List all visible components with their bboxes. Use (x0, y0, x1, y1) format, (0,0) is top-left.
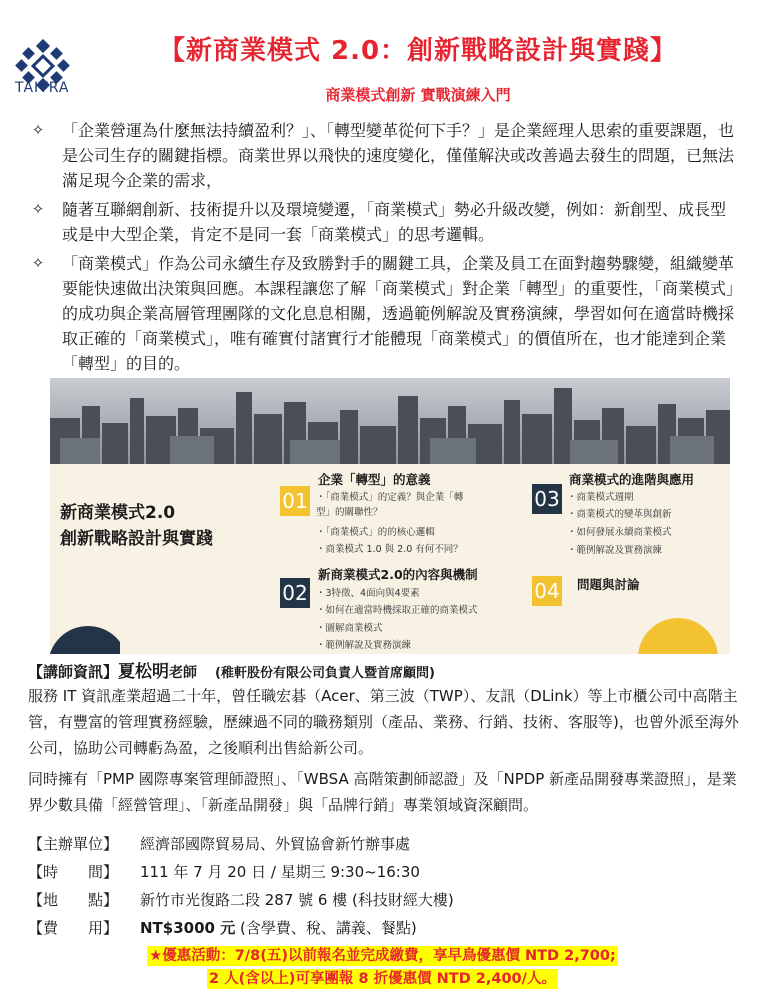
teacher-name: 夏松明 (118, 662, 170, 682)
teacher-org: (稚軒股份有限公司負責人暨首席顧問) (215, 666, 435, 681)
section-item: ・如何在適當時機採取正確的商業模式 (316, 605, 478, 616)
section-item: ・商業模式週期 (567, 492, 634, 503)
promo-line-2: 2 人(含以上)可享團報 8 折優惠價 NTD 2,400/人。 (209, 971, 556, 987)
info-organizer: 【主辦單位】 經濟部國際貿易局、外貿協會新竹辦事處 (28, 835, 411, 853)
page-subtitle: 商業模式創新 實戰演練入門 (325, 86, 511, 104)
section-number: 02 (280, 578, 310, 608)
teacher-credentials: 同時擁有「PMP 國際專案管理師證照」、「WBSA 高階策劃師認證」及「NPDP 新產品開發專業證照」，是業界少數具備「經營管理」、「新產品開發」與「品牌行銷」專業領域資深顧問。 (28, 770, 737, 814)
section-number: 04 (532, 576, 562, 606)
bullet-item (28, 197, 740, 247)
section-item: ・範例解說及實務演練 (316, 640, 412, 651)
banner-title: 新商業模式2.0 創新戰略設計與實踐 (60, 503, 213, 549)
decor-circle-gold (630, 608, 730, 654)
section-item: ・如何發展永續商業模式 (567, 527, 672, 538)
course-banner (50, 378, 730, 654)
section-heading: 企業「轉型」的意義 (318, 472, 431, 487)
sparkle-icon: ✧ (31, 254, 45, 272)
info-location: 【地 點】 新竹市光復路二段 287 號 6 樓 (科技財經大樓) (28, 891, 454, 909)
section-number: 03 (532, 484, 562, 514)
bullet-text: 「企業營運為什麼無法持續盈利？」、「轉型變革從何下手？」是企業經理人思索的重要課題，也是公司生存的關鍵指標。商業世界以飛快的速度變化，僅僅解決或改善過去發生的問題，已無法滿足現今企業的需求， (62, 121, 735, 190)
decor-circle-navy (50, 618, 120, 654)
bullet-text: 隨著互聯網創新、技術提升以及環境變遷，「商業模式」勢必升級改變，例如：新創型、成長型或是中大型企業，肯定不是同一套「商業模式」的思考邏輯。 (62, 200, 727, 244)
section-item: ・圖解商業模式 (316, 623, 383, 634)
section-item: ・「商業模式」的定義？與企業「轉 (316, 492, 464, 503)
section-heading: 新商業模式2.0的內容與機制 (318, 567, 478, 582)
promo-line-1: ★優惠活動：7/8(五)以前報名並完成繳費，享早鳥優惠價 NTD 2,700; (149, 948, 616, 964)
bullet-item (28, 118, 740, 193)
section-item: ・範例解說及實務演練 (567, 545, 663, 556)
page-title: 【新商業模式 2.0：創新戰略設計與實踐】 (158, 36, 678, 66)
teacher-info (28, 657, 435, 682)
info-fee: 【費 用】 NT$3000 元 (含學費、稅、講義、餐點) (28, 919, 417, 937)
section-number: 01 (280, 486, 310, 516)
bullet-text: 「商業模式」作為公司永續生存及致勝對手的關鍵工具，企業及員工在面對趨勢驟變，組織變革要能快速做出決策與回應。本課程讓您了解「商業模式」對企業「轉型」的重要性，「商業模式」的成功與企業高層管理團隊的文化息息相關，透過範例解說及實務演練，學習如何在適當時機採取正確的「商業模式」，唯有確實付諸實行才能體現「商業模式」的價值所在，也才能達到企業「轉型」的目的。 (62, 254, 735, 373)
section-item: ・3特徵、4面向與4要素 (316, 588, 420, 599)
section-heading: 商業模式的進階與應用 (569, 472, 695, 487)
section-item: ・「商業模式」的的核心邏輯 (316, 527, 435, 538)
info-time: 【時 間】 111 年 7 月 20 日 / 星期三 9:30~16:30 (28, 863, 420, 881)
city-skyline-image (50, 378, 730, 464)
event-info (28, 830, 740, 942)
intro-bullets (28, 118, 740, 380)
sparkle-icon: ✧ (31, 200, 45, 218)
section-heading: 問題與討論 (577, 577, 640, 592)
sparkle-icon: ✧ (31, 121, 45, 139)
section-item: ・商業模式的變革與創新 (567, 509, 672, 520)
section-item: 型」的關聯性？ (316, 507, 383, 518)
teacher-title: 老師 (169, 665, 198, 681)
teacher-bio: 服務 IT 資訊產業超過二十年，曾任職宏碁（Acer、第三波（TWP）、友訊（DLink）等上市櫃公司中高階主管，有豐富的管理實務經驗，歷練過不同的職務類別（產品、業務、行銷、技術、客服等)，也曾外派至海外公司，協助公司轉虧為盈，之後順利出售給新公司。 (28, 687, 739, 757)
teacher-label: 【講師資訊】 (28, 663, 119, 681)
logo-text: TAITRA (15, 80, 70, 96)
section-item: ・商業模式 1.0 與 2.0 有何不同？ (316, 544, 463, 555)
bullet-item (28, 251, 740, 376)
